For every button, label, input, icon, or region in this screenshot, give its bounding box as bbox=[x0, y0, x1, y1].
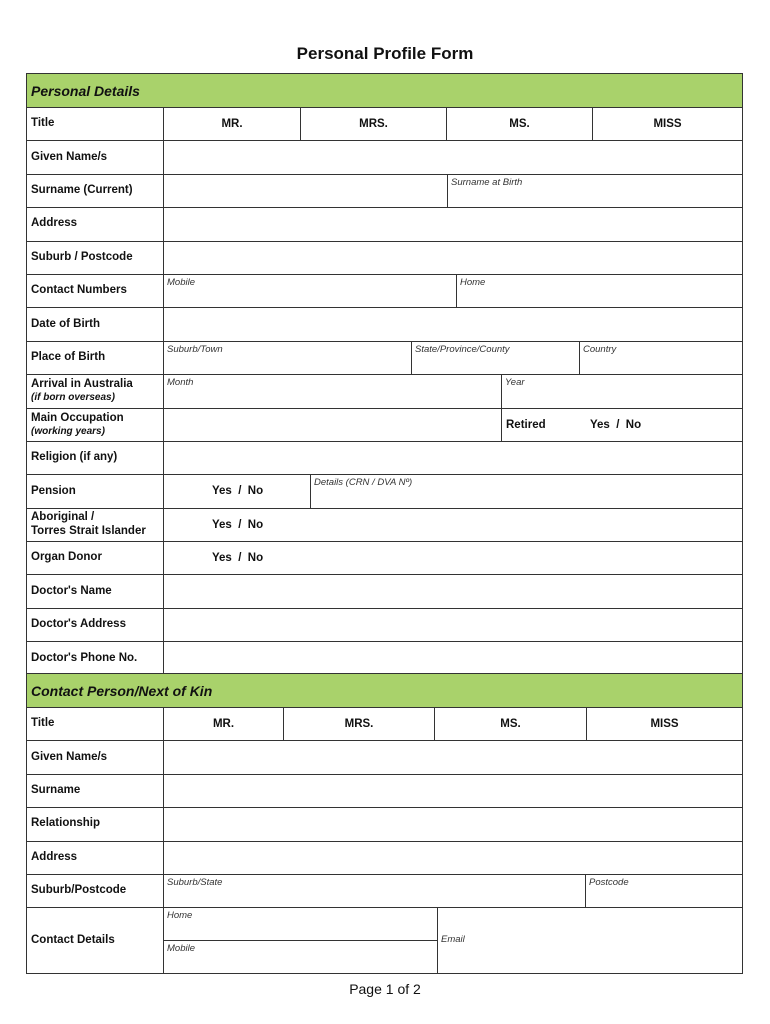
email-caption: Email bbox=[441, 934, 465, 946]
contact-email-field[interactable] bbox=[438, 908, 742, 973]
contact-surname-row bbox=[27, 775, 742, 808]
suburb-state-caption: Suburb/State bbox=[167, 876, 223, 888]
aboriginal-label-line1: Aboriginal / bbox=[31, 511, 95, 524]
title-row bbox=[27, 108, 742, 141]
surname-row bbox=[27, 175, 742, 208]
contact-title-row bbox=[27, 708, 742, 741]
aboriginal-label bbox=[27, 509, 164, 541]
doctor-address-field[interactable] bbox=[164, 609, 742, 641]
arrival-month-field[interactable] bbox=[164, 375, 502, 407]
contact-given-names-label: Given Name/s bbox=[27, 741, 164, 773]
surname-at-birth-caption: Surname at Birth bbox=[451, 176, 523, 188]
title-option-miss[interactable]: MISS bbox=[653, 118, 682, 131]
religion-label: Religion (if any) bbox=[27, 442, 164, 474]
retired-label: Retired bbox=[506, 418, 546, 431]
arrival-label-sub: (if born overseas) bbox=[31, 392, 115, 404]
contact-address-label: Address bbox=[27, 842, 164, 874]
aboriginal-row bbox=[27, 509, 742, 542]
home-phone-field[interactable] bbox=[457, 275, 742, 307]
suburb-town-field[interactable] bbox=[164, 342, 412, 374]
address-field[interactable] bbox=[164, 208, 742, 240]
doctor-phone-row bbox=[27, 642, 742, 675]
contact-postcode-field[interactable] bbox=[586, 875, 742, 907]
mobile-caption: Mobile bbox=[167, 276, 195, 288]
arrival-year-field[interactable] bbox=[502, 375, 742, 407]
contact-phone-stack bbox=[164, 908, 438, 973]
religion-field[interactable] bbox=[164, 442, 742, 474]
title-label: Title bbox=[27, 108, 164, 140]
organ-donor-row bbox=[27, 542, 742, 575]
place-of-birth-row bbox=[27, 342, 742, 375]
doctor-name-label: Doctor's Name bbox=[27, 575, 164, 607]
doctor-phone-label: Doctor's Phone No. bbox=[27, 642, 164, 674]
country-field[interactable] bbox=[580, 342, 742, 374]
arrival-row bbox=[27, 375, 742, 408]
dob-field[interactable] bbox=[164, 308, 742, 340]
mobile-field[interactable] bbox=[164, 275, 457, 307]
contact-title-option-miss[interactable]: MISS bbox=[650, 718, 679, 731]
suburb-town-caption: Suburb/Town bbox=[167, 343, 223, 355]
occupation-label-main: Main Occupation bbox=[31, 411, 124, 424]
arrival-label bbox=[27, 375, 164, 407]
organ-donor-label: Organ Donor bbox=[27, 542, 164, 574]
occupation-row bbox=[27, 409, 742, 442]
contact-numbers-label: Contact Numbers bbox=[27, 275, 164, 307]
contact-title-option-mrs[interactable]: MRS. bbox=[284, 708, 435, 740]
title-option-ms[interactable]: MS. bbox=[447, 108, 593, 140]
pension-yes-no-text: Yes / No bbox=[212, 485, 264, 498]
surname-label: Surname (Current) bbox=[27, 175, 164, 207]
contact-suburb-state-field[interactable] bbox=[164, 875, 586, 907]
suburb-postcode-field[interactable] bbox=[164, 242, 742, 274]
contact-address-row bbox=[27, 842, 742, 875]
relationship-field[interactable] bbox=[164, 808, 742, 840]
contact-surname-field[interactable] bbox=[164, 775, 742, 807]
contact-suburb-row bbox=[27, 875, 742, 908]
personal-details-section bbox=[26, 73, 743, 676]
given-names-row bbox=[27, 141, 742, 174]
organ-donor-yes-no[interactable] bbox=[164, 542, 742, 574]
contact-home-field[interactable] bbox=[164, 908, 437, 941]
organ-donor-yes-no-text: Yes / No bbox=[212, 552, 264, 565]
contact-title-label: Title bbox=[27, 708, 164, 740]
given-names-label: Given Name/s bbox=[27, 141, 164, 173]
address-label: Address bbox=[27, 208, 164, 240]
postcode-caption: Postcode bbox=[589, 876, 629, 888]
month-caption: Month bbox=[167, 377, 194, 389]
aboriginal-yes-no-text: Yes / No bbox=[212, 518, 264, 531]
relationship-label: Relationship bbox=[27, 808, 164, 840]
contact-numbers-row bbox=[27, 275, 742, 308]
contact-details-row bbox=[27, 908, 742, 974]
contact-mobile-field[interactable] bbox=[164, 941, 437, 973]
state-province-caption: State/Province/County bbox=[415, 343, 510, 355]
doctor-phone-field[interactable] bbox=[164, 642, 742, 674]
occupation-label-sub: (working years) bbox=[31, 425, 105, 437]
pension-label: Pension bbox=[27, 475, 164, 507]
religion-row bbox=[27, 442, 742, 475]
contact-title-option-mr[interactable]: MR. bbox=[164, 708, 284, 740]
pension-row bbox=[27, 475, 742, 508]
address-row bbox=[27, 208, 742, 241]
personal-details-header: Personal Details bbox=[27, 74, 742, 108]
contact-title-option-ms[interactable]: MS. bbox=[435, 708, 587, 740]
aboriginal-yes-no[interactable] bbox=[164, 509, 742, 541]
surname-field[interactable] bbox=[164, 175, 448, 207]
retired-yes-no[interactable]: Yes / No bbox=[590, 418, 642, 431]
place-of-birth-label: Place of Birth bbox=[27, 342, 164, 374]
state-province-field[interactable] bbox=[412, 342, 580, 374]
contact-details-label: Contact Details bbox=[27, 908, 164, 973]
doctor-address-row bbox=[27, 609, 742, 642]
contact-surname-label: Surname bbox=[27, 775, 164, 807]
title-option-mr[interactable]: MR. bbox=[164, 108, 301, 140]
doctor-name-field[interactable] bbox=[164, 575, 742, 607]
occupation-field[interactable] bbox=[164, 409, 502, 441]
title-option-mrs[interactable]: MRS. bbox=[301, 108, 447, 140]
suburb-postcode-label: Suburb / Postcode bbox=[27, 242, 164, 274]
relationship-row bbox=[27, 808, 742, 841]
contact-address-field[interactable] bbox=[164, 842, 742, 874]
year-caption: Year bbox=[505, 377, 525, 389]
given-names-field[interactable] bbox=[164, 141, 742, 173]
contact-mobile-caption: Mobile bbox=[167, 943, 195, 955]
dob-row bbox=[27, 308, 742, 341]
contact-person-section bbox=[26, 673, 743, 974]
doctor-name-row bbox=[27, 575, 742, 608]
arrival-label-main: Arrival in Australia bbox=[31, 378, 133, 391]
home-caption: Home bbox=[460, 276, 486, 288]
occupation-label bbox=[27, 409, 164, 441]
aboriginal-label-line2: Torres Strait Islander bbox=[31, 524, 146, 537]
pension-yes-no[interactable] bbox=[164, 475, 311, 507]
contact-suburb-label: Suburb/Postcode bbox=[27, 875, 164, 907]
suburb-postcode-row bbox=[27, 242, 742, 275]
country-caption: Country bbox=[583, 343, 617, 355]
retired-cell bbox=[502, 409, 742, 441]
pension-details-field[interactable] bbox=[311, 475, 742, 507]
contact-given-names-row bbox=[27, 741, 742, 774]
doctor-address-label: Doctor's Address bbox=[27, 609, 164, 641]
contact-given-names-field[interactable] bbox=[164, 741, 742, 773]
contact-person-header: Contact Person/Next of Kin bbox=[27, 674, 742, 708]
dob-label: Date of Birth bbox=[27, 308, 164, 340]
contact-home-caption: Home bbox=[167, 910, 193, 922]
pension-details-caption: Details (CRN / DVA Nº) bbox=[314, 477, 413, 489]
form-title: Personal Profile Form bbox=[296, 44, 474, 63]
page-number: Page 1 of 2 bbox=[349, 981, 421, 997]
surname-at-birth-field[interactable] bbox=[448, 175, 742, 207]
